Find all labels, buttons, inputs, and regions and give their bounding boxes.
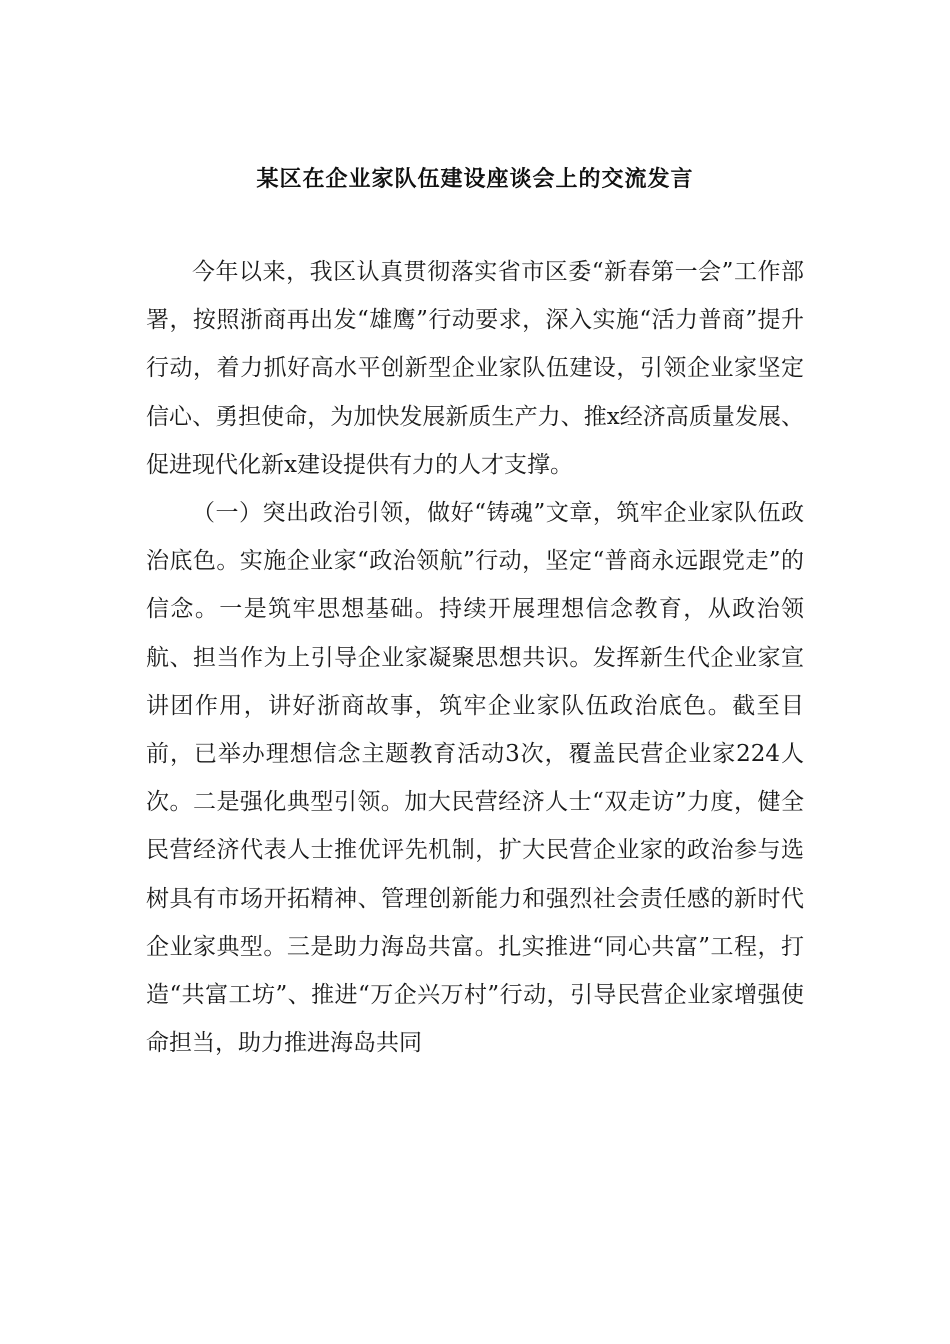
paragraph-section-one: （一）突出政治引领，做好“铸魂”文章，筑牢企业家队伍政治底色。实施企业家“政治领航”行动，坚定“普商永远跟党走”的信念。一是筑牢思想基础。持续开展理想信念教育，从政治领航、担当作为上引导企业家凝聚思想共识。发挥新生代企业家宣讲团作用，讲好浙商故事，筑牢企业家队伍政治底色。截至目前，已举办理想信念主题教育活动3次，覆盖民营企业家224人次。二是强化典型引领。加大民营经济人士“双走访”力度，健全民营经济代表人士推优评先机制，扩大民营企业家的政治参与选树具有市场开拓精神、管理创新能力和强烈社会责任感的新时代企业家典型。三是助力海岛共富。扎实推进“同心共富”工程，打造“共富工坊”、推进“万企兴万村”行动，引导民营企业家增强使命担当，助力推进海岛共同 — [146, 500, 804, 1057]
document-title: 某区在企业家队伍建设座谈会上的交流发言 — [256, 167, 694, 192]
paragraph-intro: 今年以来，我区认真贯彻落实省市区委“新春第一会”工作部署，按照浙商再出发“雄鹰”行动要求，深入实施“活力普商”提升行动，着力抓好高水平创新型企业家队伍建设，引领企业家坚定信心、勇担使命，为加快发展新质生产力、推x经济高质量发展、促进现代化新x建设提供有力的人才支撑。 — [146, 259, 804, 478]
document-body — [146, 248, 804, 1067]
